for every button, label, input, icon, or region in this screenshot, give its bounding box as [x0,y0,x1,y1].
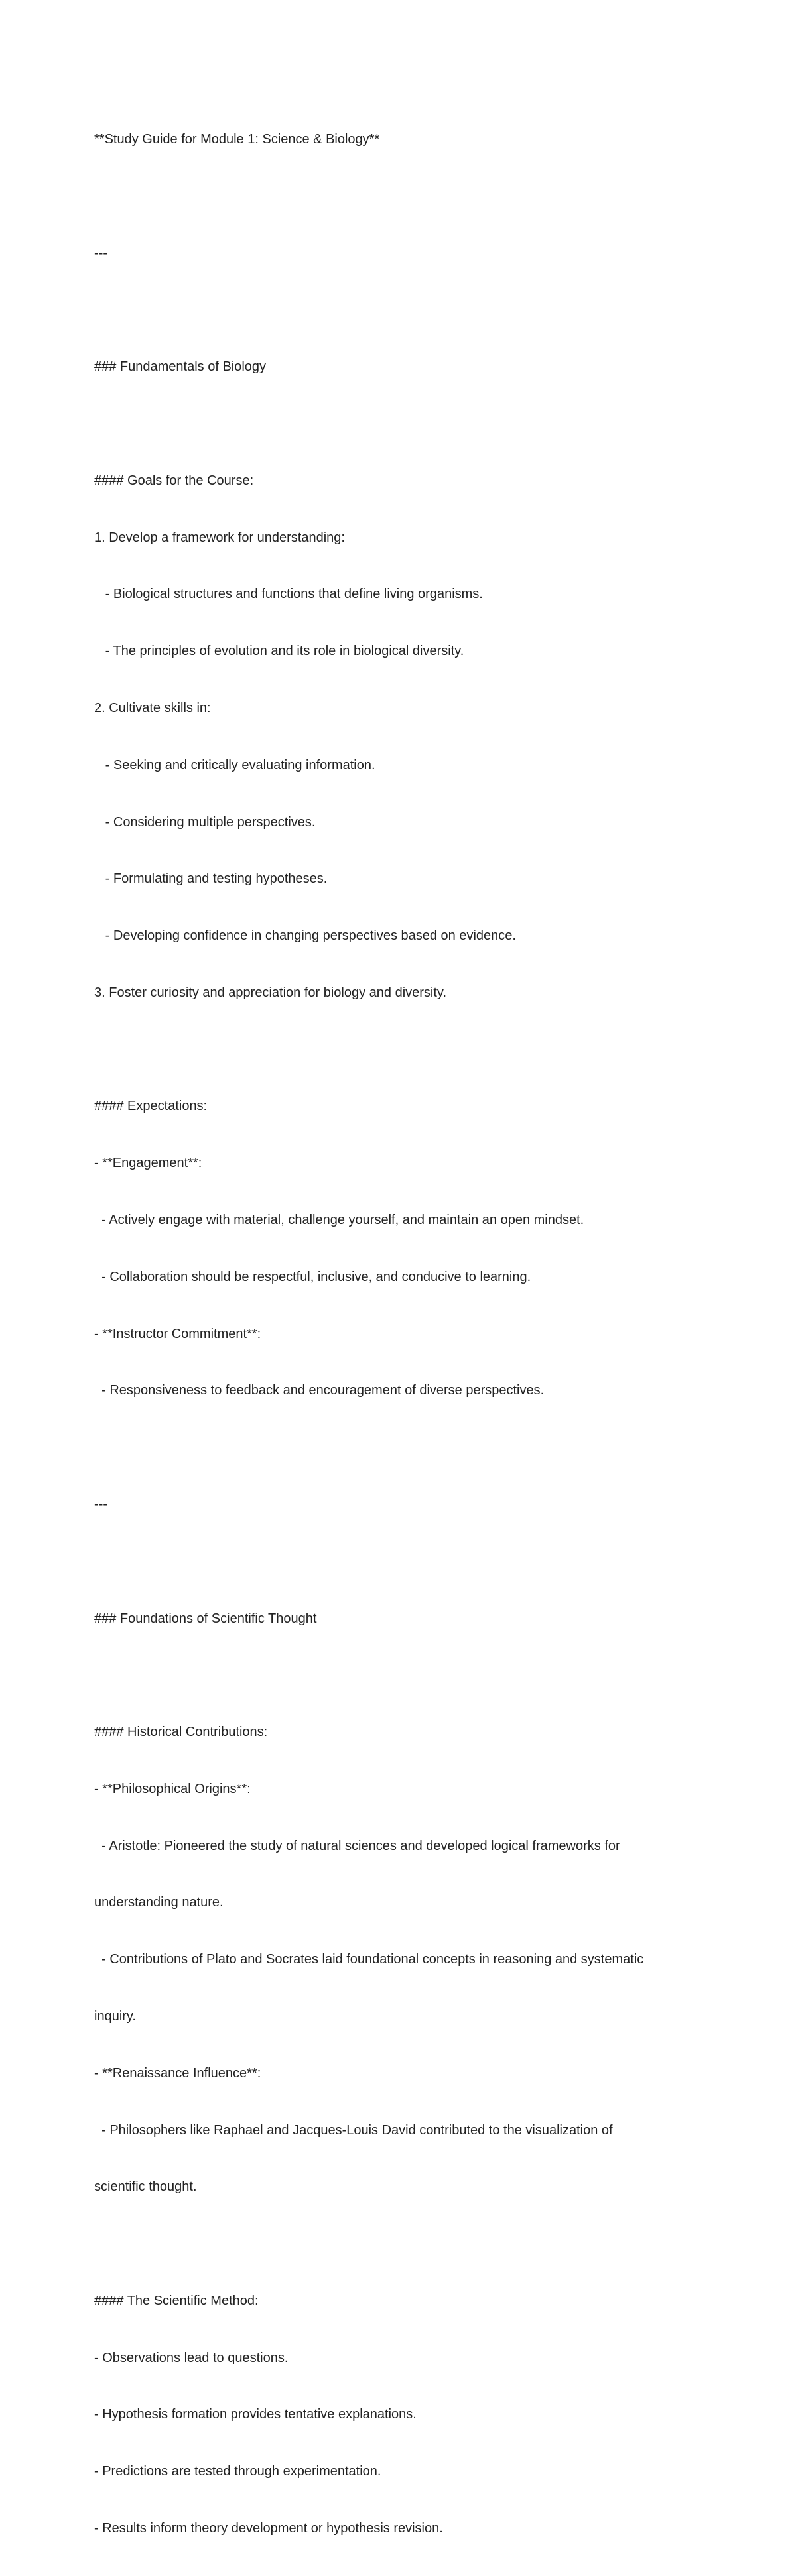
list-item: - Formulating and testing hypotheses. [94,871,328,887]
horizontal-rule-text: --- [94,1497,107,1512]
list-item: - Responsiveness to feedback and encouragement of diverse perspectives. [94,1383,545,1398]
blank-line [94,2235,704,2254]
list-item-continuation: understanding nature. [94,1895,224,1910]
list-item: - **Engagement**: [94,1156,202,1171]
blank-line [94,1040,704,1060]
document-body [94,92,704,2576]
list-item: - Hypothesis formation provides tentative explanations. [94,2407,417,2422]
list-item: - Philosophers like Raphael and Jacques-Louis David contributed to the visualization of [94,2122,613,2138]
section-heading: ### Fundamentals of Biology [94,359,267,375]
blank-line [94,1666,704,1685]
list-item: 1. Develop a framework for understanding: [94,530,345,545]
list-item: - Collaboration should be respectful, inclusive, and conducive to learning. [94,1269,531,1284]
list-item: - Biological structures and functions that define living organisms. [94,587,483,602]
list-item: - Seeking and critically evaluating information. [94,757,375,772]
list-item: - Developing confidence in changing perspectives based on evidence. [94,928,516,944]
list-item: - Predictions are tested through experimentation. [94,2464,381,2479]
subsection-heading: #### The Scientific Method: [94,2293,259,2308]
list-item: 2. Cultivate skills in: [94,701,211,715]
list-item: 3. Foster curiosity and appreciation for biology and diversity. [94,985,447,1000]
list-item-continuation: inquiry. [94,2008,136,2024]
blank-line [94,1438,704,1457]
subsection-heading: #### Expectations: [94,1099,208,1114]
blank-line [94,301,704,320]
list-item: - Results inform theory development or hypothesis revision. [94,2521,443,2536]
blank-line [94,187,704,206]
list-item: - Observations lead to questions. [94,2350,289,2365]
blank-line [94,1552,704,1571]
list-item: - **Philosophical Origins**: [94,1781,251,1796]
list-item: - Contributions of Plato and Socrates laid foundational concepts in reasoning and systematic [94,1952,644,1967]
list-item: - Actively engage with material, challenge yourself, and maintain an open mindset. [94,1213,584,1228]
horizontal-rule-text: --- [94,245,107,261]
list-item: - **Instructor Commitment**: [94,1326,261,1341]
subsection-heading: #### Goals for the Course: [94,473,254,488]
blank-line [94,414,704,434]
list-item: - Considering multiple perspectives. [94,814,316,829]
list-item: - The principles of evolution and its role in biological diversity. [94,644,464,659]
list-item-continuation: scientific thought. [94,2179,197,2195]
document-title: **Study Guide for Module 1: Science & Biology** [94,132,380,147]
subsection-heading: #### Historical Contributions: [94,1725,268,1740]
list-item: - **Renaissance Influence**: [94,2065,261,2081]
list-item: - Aristotle: Pioneered the study of natural sciences and developed logical frameworks for [94,1838,620,1853]
section-heading: ### Foundations of Scientific Thought [94,1611,317,1626]
